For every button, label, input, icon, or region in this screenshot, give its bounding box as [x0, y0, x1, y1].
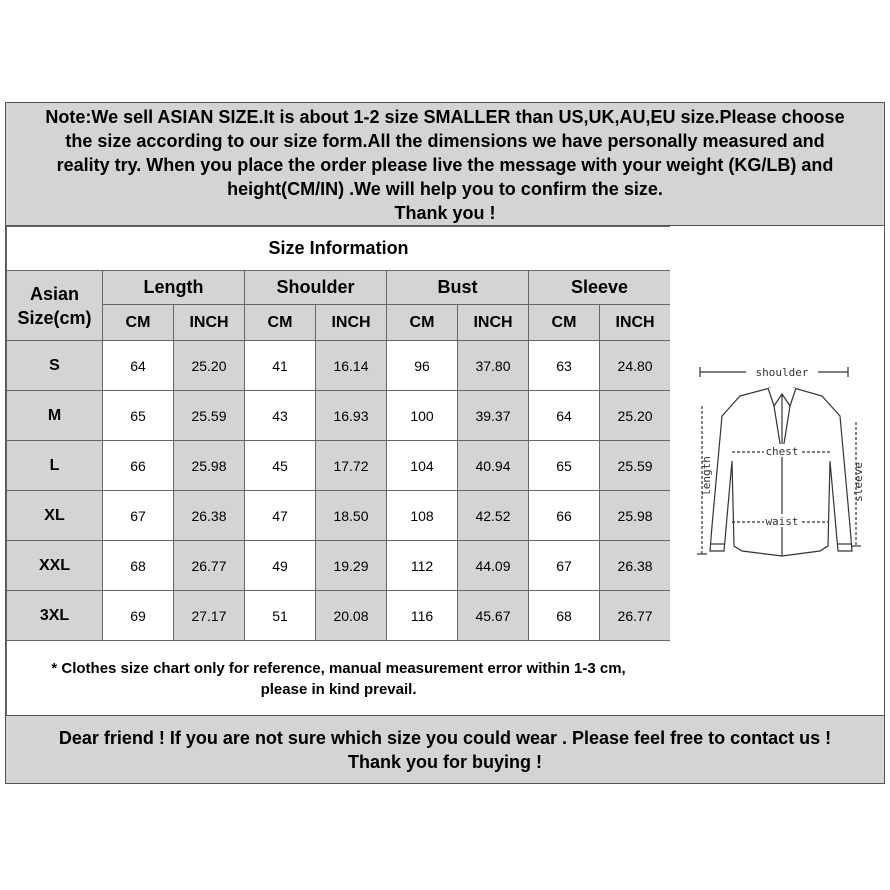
size-label: XXL	[7, 541, 103, 591]
table-cell: 49	[245, 541, 316, 591]
shirt-outline	[710, 388, 852, 556]
table-cell: 26.38	[174, 491, 245, 541]
footnote-line1: * Clothes size chart only for reference, manual measurement error within 1-3 cm,	[51, 659, 626, 677]
table-cell: 100	[387, 391, 458, 441]
table-cell: 25.20	[600, 391, 671, 441]
table-row	[7, 341, 671, 391]
table-cell: 16.14	[316, 341, 387, 391]
unit-header: CM	[529, 305, 600, 341]
table-cell: 108	[387, 491, 458, 541]
footer-banner	[6, 715, 884, 783]
note-line: Note:We sell ASIAN SIZE.It is about 1-2 size SMALLER than US,UK,AU,EU size.Please choose	[45, 107, 845, 127]
table-cell: 67	[529, 541, 600, 591]
table-cell: 27.17	[174, 591, 245, 641]
group-header-sleeve: Sleeve	[529, 271, 671, 305]
footer-line2: Thank you for buying !	[348, 752, 542, 772]
table-cell: 96	[387, 341, 458, 391]
shoulder-label: shoulder	[755, 366, 809, 379]
table-cell: 44.09	[458, 541, 529, 591]
sleeve-label: sleeve	[852, 462, 865, 502]
table-cell: 68	[529, 591, 600, 641]
table-cell: 42.52	[458, 491, 529, 541]
size-header-line1: Asian	[29, 283, 80, 304]
table-cell: 37.80	[458, 341, 529, 391]
unit-header: INCH	[316, 305, 387, 341]
table-cell: 26.38	[600, 541, 671, 591]
unit-header: INCH	[458, 305, 529, 341]
note-line: Thank you !	[394, 203, 496, 223]
footer-line1: Dear friend ! If you are not sure which size you could wear . Please feel free to contact us !	[58, 728, 832, 748]
shirt-illustration	[670, 226, 884, 715]
size-chart-sheet	[5, 102, 885, 784]
note-line: reality try. When you place the order please live the message with your weight (KG/LB) and	[56, 155, 834, 175]
table-cell: 65	[103, 391, 174, 441]
size-column-header	[7, 271, 103, 341]
table-cell: 25.98	[600, 491, 671, 541]
table-cell: 26.77	[600, 591, 671, 641]
footnote-line2: please in kind prevail.	[260, 680, 417, 698]
table-cell: 51	[245, 591, 316, 641]
table-cell: 64	[529, 391, 600, 441]
size-table-wrap	[6, 226, 670, 717]
table-cell: 63	[529, 341, 600, 391]
table-cell: 20.08	[316, 591, 387, 641]
table-row	[7, 441, 671, 491]
table-cell: 39.37	[458, 391, 529, 441]
table-cell: 116	[387, 591, 458, 641]
table-cell: 17.72	[316, 441, 387, 491]
note-banner	[6, 103, 884, 226]
group-header-bust: Bust	[387, 271, 529, 305]
size-label: XL	[7, 491, 103, 541]
table-cell: 25.20	[174, 341, 245, 391]
table-cell: 69	[103, 591, 174, 641]
table-cell: 25.59	[600, 441, 671, 491]
table-cell: 67	[103, 491, 174, 541]
table-cell: 19.29	[316, 541, 387, 591]
table-cell: 66	[529, 491, 600, 541]
size-label: M	[7, 391, 103, 441]
table-cell: 26.77	[174, 541, 245, 591]
table-cell: 68	[103, 541, 174, 591]
size-label: S	[7, 341, 103, 391]
note-line: height(CM/IN) .We will help you to confirm the size.	[227, 179, 663, 199]
table-cell: 24.80	[600, 341, 671, 391]
size-header-line2: Size(cm)	[17, 307, 92, 328]
size-label: L	[7, 441, 103, 491]
length-label: length	[700, 456, 713, 496]
table-title: Size Information	[7, 227, 671, 271]
table-cell: 25.59	[174, 391, 245, 441]
chest-label: chest	[765, 445, 799, 458]
unit-header: INCH	[600, 305, 671, 341]
table-cell: 40.94	[458, 441, 529, 491]
shirt-measurement-diagram	[670, 226, 884, 715]
unit-header: CM	[387, 305, 458, 341]
table-cell: 112	[387, 541, 458, 591]
table-cell: 104	[387, 441, 458, 491]
table-cell: 18.50	[316, 491, 387, 541]
table-cell: 64	[103, 341, 174, 391]
unit-header: INCH	[174, 305, 245, 341]
table-cell: 43	[245, 391, 316, 441]
table-cell: 16.93	[316, 391, 387, 441]
table-row	[7, 491, 671, 541]
group-header-length: Length	[103, 271, 245, 305]
unit-header: CM	[245, 305, 316, 341]
size-table	[6, 226, 671, 717]
table-row	[7, 541, 671, 591]
table-row	[7, 391, 671, 441]
table-cell: 25.98	[174, 441, 245, 491]
unit-header: CM	[103, 305, 174, 341]
table-cell: 66	[103, 441, 174, 491]
table-cell: 45.67	[458, 591, 529, 641]
note-line: the size according to our size form.All the dimensions we have personally measured and	[65, 131, 825, 151]
table-cell: 45	[245, 441, 316, 491]
group-header-shoulder: Shoulder	[245, 271, 387, 305]
waist-label: waist	[765, 515, 799, 528]
size-label: 3XL	[7, 591, 103, 641]
table-cell: 41	[245, 341, 316, 391]
table-cell: 47	[245, 491, 316, 541]
table-row	[7, 591, 671, 641]
table-cell: 65	[529, 441, 600, 491]
footnote	[7, 641, 671, 717]
